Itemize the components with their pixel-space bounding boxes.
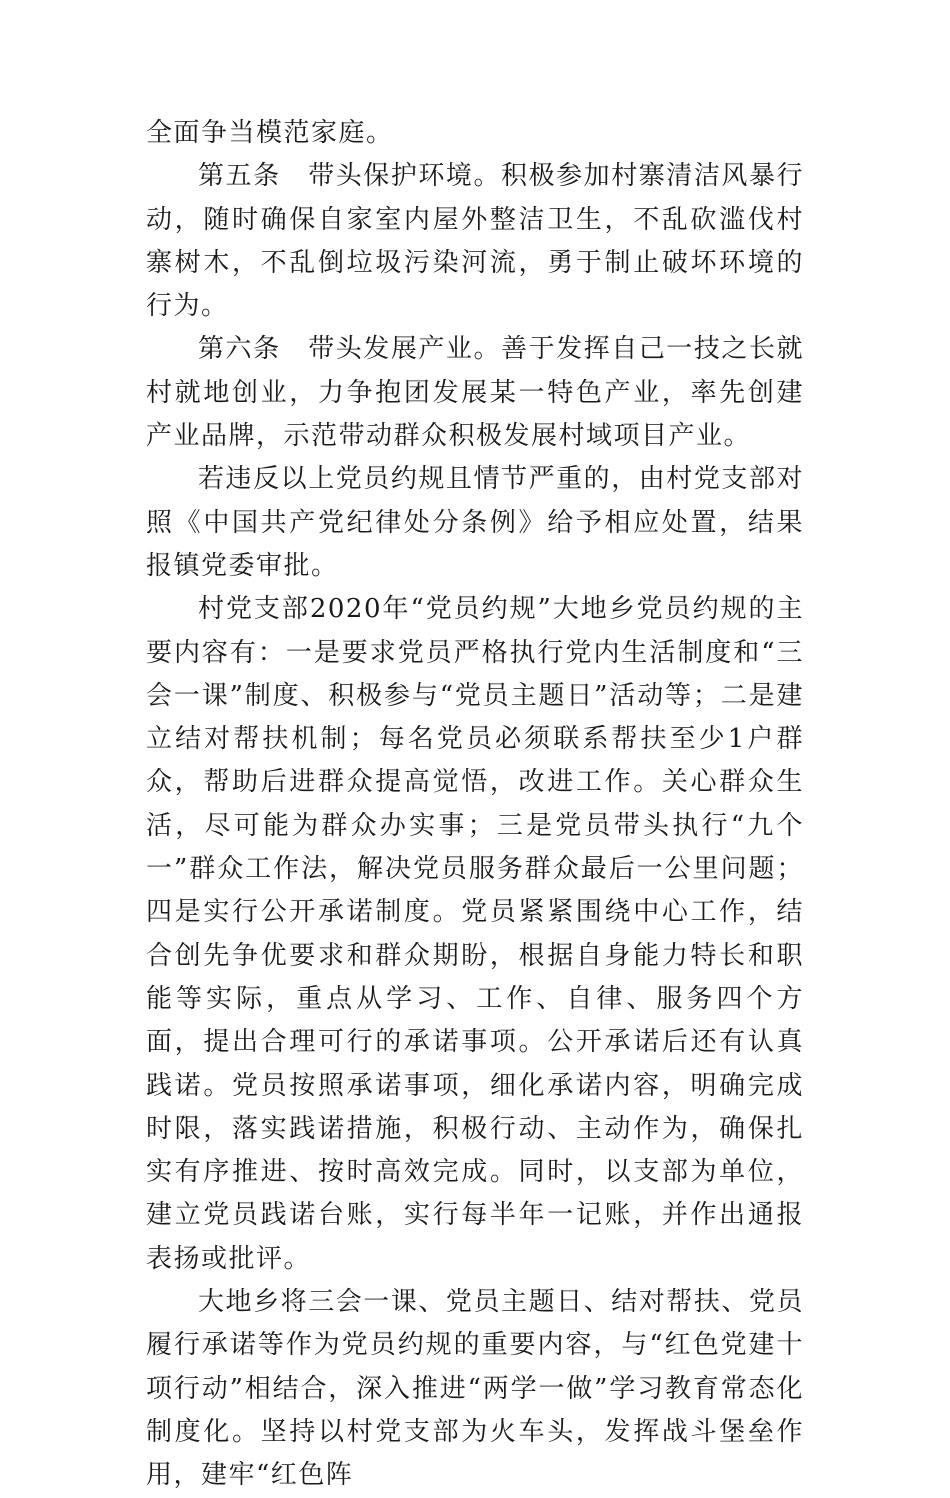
- document-body: [146, 112, 804, 1498]
- paragraph-2-article-5: 第五条 带头保护环境。积极参加村寨清洁风暴行动，随时确保自家室内屋外整洁卫生，不乱砍滥伐村寨树木，不乱倒垃圾污染河流，勇于制止破坏环境的行为。: [146, 161, 804, 322]
- paragraph-4-violation: 若违反以上党员约规且情节严重的，由村党支部对照《中国共产党纪律处分条例》给予相应处置，结果报镇党委审批。: [146, 464, 804, 581]
- paragraph-5-main-content: 村党支部2020年“党员约规”大地乡党员约规的主要内容有：一是要求党员严格执行党内生活制度和“三会一课”制度、积极参与“党员主题日”活动等；二是建立结对帮扶机制；每名党员必须联系帮扶至少1户群众，帮助后进群众提高觉悟，改进工作。关心群众生活，尽可能为群众办实事；三是党员带头执行“九个一”群众工作法，解决党员服务群众最后一公里问题；四是实行公开承诺制度。党员紧紧围绕中心工作，结合创先争优要求和群众期盼，根据自身能力特长和职能等实际，重点从学习、工作、自律、服务四个方面，提出合理可行的承诺事项。公开承诺后还有认真践诺。党员按照承诺事项，细化承诺内容，明确完成时限，落实践诺措施，积极行动、主动作为，确保扎实有序推进、按时高效完成。同时，以支部为单位，建立党员践诺台账，实行每半年一记账，并作出通报表扬或批评。: [146, 594, 804, 1274]
- paragraph-1: 全面争当模范家庭。: [146, 118, 394, 148]
- paragraph-6-dadi-township: 大地乡将三会一课、党员主题日、结对帮扶、党员履行承诺等作为党员约规的重要内容，与“红色党建十项行动”相结合，深入推进“两学一做”学习教育常态化制度化。坚持以村党支部为火车头，发挥战斗堡垒作用，建牢“红色阵: [146, 1287, 804, 1491]
- paragraph-3-article-6: 第六条 带头发展产业。善于发挥自己一技之长就村就地创业，力争抱团发展某一特色产业，率先创建产业品牌，示范带动群众积极发展村域项目产业。: [146, 334, 804, 452]
